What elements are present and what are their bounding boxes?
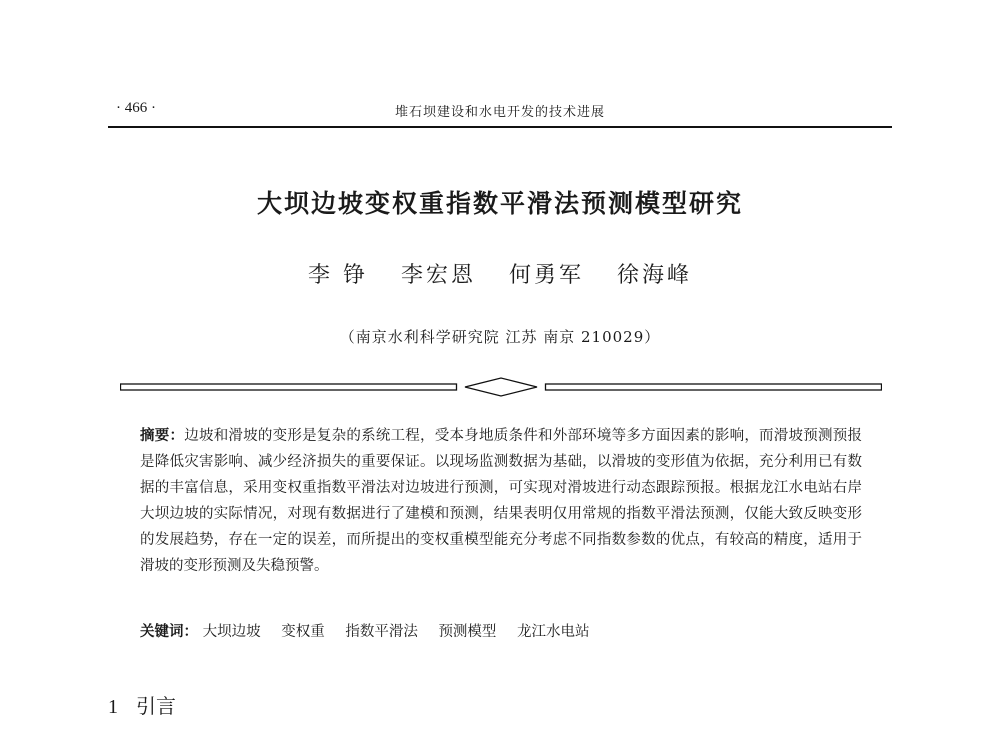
running-title: 堆石坝建设和水电开发的技术进展 [394, 105, 605, 120]
author-name: 李宏恩 [400, 263, 476, 288]
left-double-rule [121, 384, 457, 390]
section-heading [108, 690, 176, 719]
keywords-label: 关键词： [140, 624, 198, 640]
abstract [140, 423, 862, 579]
section-number: 1 [108, 696, 118, 718]
keyword: 指数平滑法 [345, 624, 418, 640]
affiliation: （南京水利科学研究院 江苏 南京 210029） [339, 328, 661, 346]
keyword: 变权重 [281, 624, 325, 640]
author-name: 何勇军 [508, 263, 584, 288]
keyword: 大坝边坡 [202, 624, 261, 640]
ornamental-divider [120, 376, 882, 398]
keyword: 预测模型 [438, 624, 497, 640]
abstract-text: 边坡和滑坡的变形是复杂的系统工程，受本身地质条件和外部环境等多方面因素的影响，而滑坡预测预报是降低灾害影响、减少经济损失的重要保证。以现场监测数据为基础，以滑坡的变形值为依据，充分利用已有数据的丰富信息，采用变权重指数平滑法对边坡进行预测，可实现对滑坡进行动态跟踪预报。根据龙江水电站右岸大坝边坡的实际情况，对现有数据进行了建模和预测，结果表明仅用常规的指数平滑法预测，仅能大致反映变形的发展趋势，存在一定的误差，而所提出的变权重模型能充分考虑不同指数参数的优点，有较高的精度，适用于滑坡的变形预测及失稳预警。 [140, 428, 862, 574]
page-number: · 466 · [116, 100, 156, 116]
header-rule [108, 126, 892, 128]
running-header [108, 100, 892, 130]
keywords [140, 620, 862, 641]
section-title: 引言 [136, 694, 176, 718]
author-name: 李 铮 [307, 263, 368, 288]
right-double-rule [546, 384, 882, 390]
author-list [0, 258, 1000, 289]
abstract-label: 摘要： [140, 428, 185, 444]
keyword: 龙江水电站 [517, 624, 590, 640]
center-diamond [465, 378, 537, 396]
author-name: 徐海峰 [617, 263, 693, 288]
paper-title: 大坝边坡变权重指数平滑法预测模型研究 [256, 189, 743, 218]
